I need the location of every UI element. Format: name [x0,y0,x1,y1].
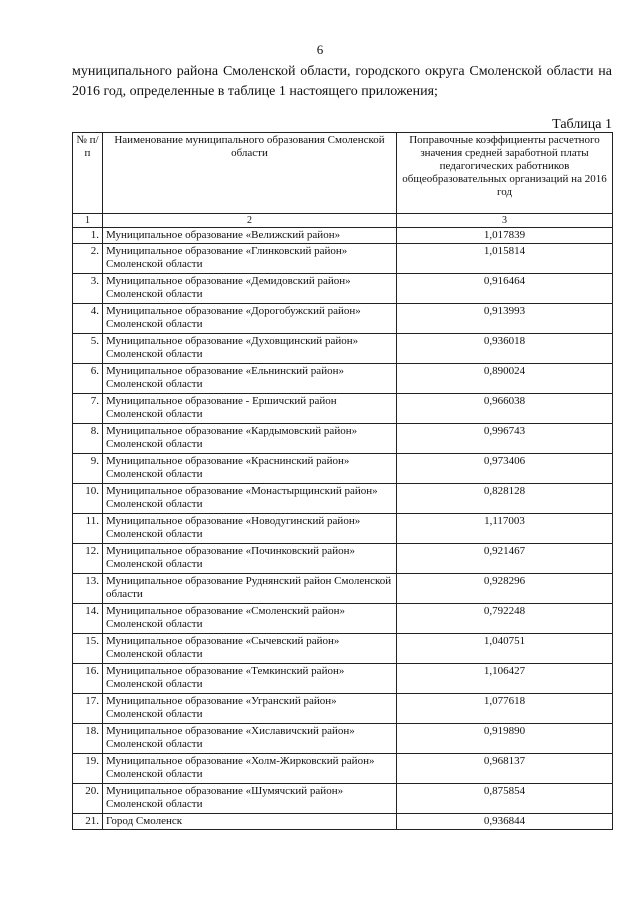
row-number: 5. [73,334,103,364]
table-row [73,694,613,724]
table-row [73,454,613,484]
table-header-row [73,133,613,214]
row-number: 17. [73,694,103,724]
row-coefficient: 0,890024 [397,364,613,394]
row-name: Муниципальное образование «Глинковский район» Смоленской области [103,244,397,274]
row-coefficient: 0,792248 [397,604,613,634]
table-row [73,424,613,454]
row-coefficient: 1,077618 [397,694,613,724]
table-row [73,634,613,664]
row-number: 13. [73,574,103,604]
table-caption: Таблица 1 [552,117,612,132]
row-name: Муниципальное образование «Сычевский район» Смоленской области [103,634,397,664]
row-name: Муниципальное образование «Угранский район» Смоленской области [103,694,397,724]
row-number: 8. [73,424,103,454]
table-row [73,274,613,304]
row-number: 1. [73,228,103,244]
row-name: Муниципальное образование «Кардымовский район» Смоленской области [103,424,397,454]
header-num: № п/п [73,133,103,214]
table-row [73,394,613,424]
table-row [73,228,613,244]
page-number: 6 [316,42,324,57]
row-name: Муниципальное образование «Смоленский район» Смоленской области [103,604,397,634]
row-coefficient: 0,936018 [397,334,613,364]
row-coefficient: 1,017839 [397,228,613,244]
row-name: Муниципальное образование «Темкинский район» Смоленской области [103,664,397,694]
row-number: 7. [73,394,103,424]
table-row [73,604,613,634]
table-index-row [73,214,613,228]
table-row [73,574,613,604]
row-coefficient: 0,928296 [397,574,613,604]
row-number: 11. [73,514,103,544]
intro-paragraph: муниципального района Смоленской области, городского округа Смоленской области на 2016 год, определенные в таблице 1 настоящего приложения; [72,64,612,99]
row-coefficient: 0,973406 [397,454,613,484]
table-row [73,334,613,364]
row-name: Муниципальное образование «Краснинский район» Смоленской области [103,454,397,484]
row-coefficient: 0,875854 [397,784,613,814]
row-number: 4. [73,304,103,334]
row-coefficient: 1,117003 [397,514,613,544]
index-col-2: 2 [103,214,397,228]
row-name: Муниципальное образование - Ершичский район Смоленской области [103,394,397,424]
row-coefficient: 0,966038 [397,394,613,424]
row-name: Город Смоленск [103,814,397,830]
row-coefficient: 0,913993 [397,304,613,334]
header-name: Наименование муниципального образования Смоленской области [103,133,397,214]
table-row [73,514,613,544]
row-number: 21. [73,814,103,830]
table-row [73,664,613,694]
row-name: Муниципальное образование «Демидовский район» Смоленской области [103,274,397,304]
header-coef: Поправочные коэффициенты расчетного значения средней заработной платы педагогических работников общеобразовательных организаций на 2016 год [397,133,613,214]
row-number: 2. [73,244,103,274]
row-name: Муниципальное образование Руднянский район Смоленской области [103,574,397,604]
row-number: 19. [73,754,103,784]
index-col-3: 3 [397,214,613,228]
row-number: 9. [73,454,103,484]
row-number: 20. [73,784,103,814]
table-row [73,814,613,830]
coefficients-table [72,132,613,830]
row-name: Муниципальное образование «Хиславичский район» Смоленской области [103,724,397,754]
row-coefficient: 0,936844 [397,814,613,830]
row-coefficient: 0,968137 [397,754,613,784]
table-row [73,754,613,784]
row-coefficient: 0,919890 [397,724,613,754]
row-number: 16. [73,664,103,694]
row-coefficient: 0,916464 [397,274,613,304]
row-number: 12. [73,544,103,574]
row-name: Муниципальное образование «Холм-Жирковский район» Смоленской области [103,754,397,784]
row-number: 6. [73,364,103,394]
row-name: Муниципальное образование «Ельнинский район» Смоленской области [103,364,397,394]
row-name: Муниципальное образование «Починковский район» Смоленской области [103,544,397,574]
row-number: 14. [73,604,103,634]
index-col-1: 1 [73,214,103,228]
table-body [73,228,613,830]
row-name: Муниципальное образование «Монастырщинский район» Смоленской области [103,484,397,514]
row-coefficient: 1,106427 [397,664,613,694]
table-row [73,304,613,334]
row-name: Муниципальное образование «Дорогобужский район» Смоленской области [103,304,397,334]
table-row [73,724,613,754]
table-row [73,484,613,514]
row-number: 3. [73,274,103,304]
row-number: 18. [73,724,103,754]
row-coefficient: 0,921467 [397,544,613,574]
row-coefficient: 0,828128 [397,484,613,514]
row-coefficient: 1,015814 [397,244,613,274]
row-coefficient: 1,040751 [397,634,613,664]
table-row [73,364,613,394]
table-row [73,544,613,574]
row-number: 15. [73,634,103,664]
table-row [73,784,613,814]
row-number: 10. [73,484,103,514]
row-name: Муниципальное образование «Духовщинский район» Смоленской области [103,334,397,364]
row-name: Муниципальное образование «Новодугинский район» Смоленской области [103,514,397,544]
row-name: Муниципальное образование «Велижский район» [103,228,397,244]
table-row [73,244,613,274]
row-coefficient: 0,996743 [397,424,613,454]
row-name: Муниципальное образование «Шумячский район» Смоленской области [103,784,397,814]
